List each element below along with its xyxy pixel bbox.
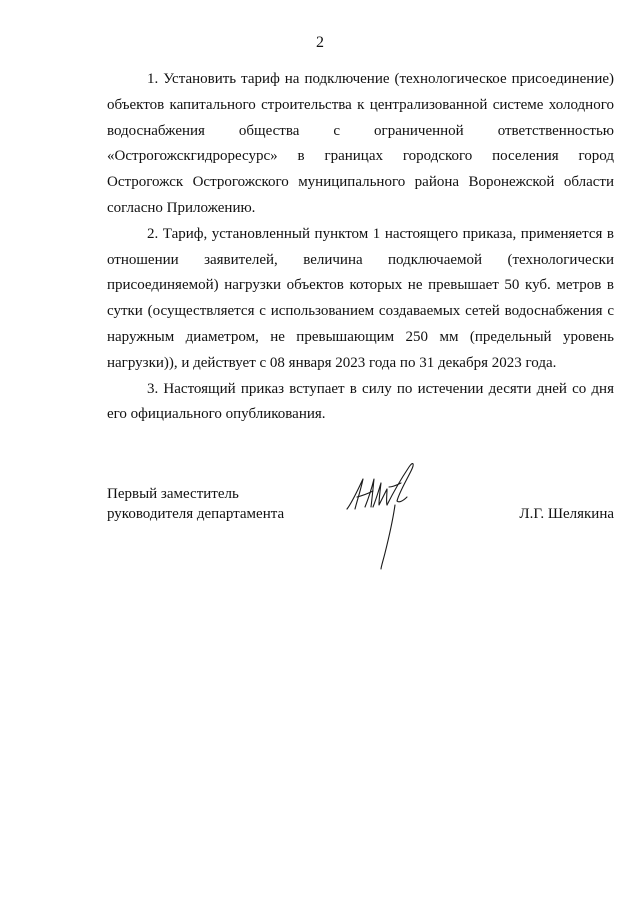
signatory-title-line: руководителя департамента: [107, 506, 285, 522]
document-body: [107, 67, 614, 428]
paragraph-line: «Острогожскгидроресурс» в границах городского поселения город: [107, 148, 614, 165]
paragraph-line: согласно Приложению.: [107, 199, 256, 216]
signatory-title-line: Первый заместитель: [107, 486, 239, 502]
paragraph-line: наружным диаметром, не превышающим 250 мм (предельный уровень: [107, 328, 614, 345]
paragraph-line: его официального опубликования.: [107, 406, 326, 423]
paragraph-1: [107, 67, 614, 222]
paragraph-line: 3. Настоящий приказ вступает в силу по истечении десяти дней со дня: [147, 380, 614, 397]
signatory-title: [107, 484, 284, 524]
page-number: 2: [316, 34, 324, 51]
paragraph-line: объектов капитального строительства к централизованной системе холодного: [107, 96, 614, 113]
paragraph-3: [107, 377, 614, 429]
paragraph-line: водоснабжения общества с ограниченной ответственностью: [107, 122, 614, 139]
signature-block: [107, 484, 614, 564]
paragraph-line: Острогожск Острогожского муниципального района Воронежской области: [107, 174, 614, 191]
paragraph-line: отношении заявителей, величина подключаемой (технологически: [107, 251, 614, 268]
paragraph-line: присоединяемой) нагрузки объектов которых не превышает 50 куб. метров в: [107, 277, 614, 294]
signatory-name: Л.Г. Шелякина: [519, 506, 614, 522]
paragraph-line: нагрузки)), и действует с 08 января 2023 года по 31 декабря 2023 года.: [107, 354, 557, 371]
handwritten-signature: [339, 457, 449, 577]
paragraph-line: сутки (осуществляется с использованием создаваемых сетей водоснабжения с: [107, 303, 614, 320]
paragraph-line: 2. Тариф, установленный пунктом 1 настоящего приказа, применяется в: [147, 225, 614, 242]
paragraph-line: 1. Установить тариф на подключение (технологическое присоединение): [147, 71, 614, 87]
paragraph-2: [107, 222, 614, 377]
